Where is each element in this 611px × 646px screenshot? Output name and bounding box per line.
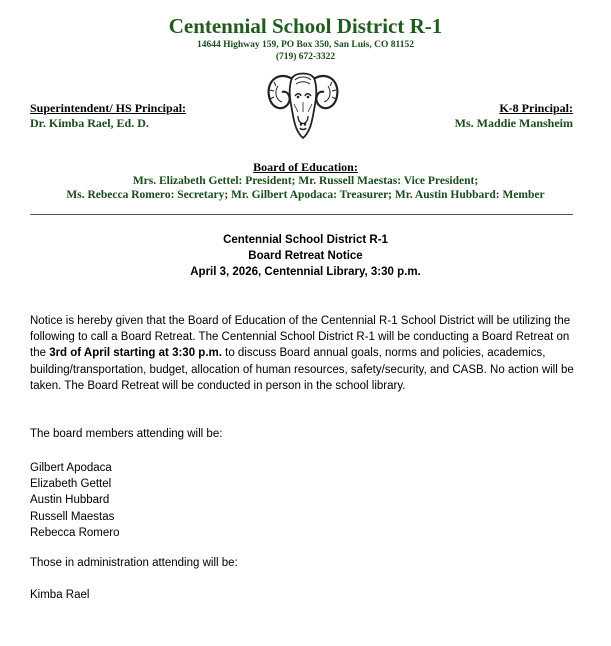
list-item: Elizabeth Gettel <box>30 478 112 491</box>
notice-paragraph <box>30 313 580 394</box>
board-members-line-2: Ms. Rebecca Romero: Secretary; Mr. Gilbert Apodaca: Treasurer; Mr. Austin Hubbard: Member <box>66 189 545 201</box>
board-members-line-1: Mrs. Elizabeth Gettel: President; Mr. Russell Maestas: Vice President; <box>132 175 479 187</box>
list-item: Gilbert Apodaca <box>30 462 112 474</box>
notice-body-date-time: 3rd of April starting at 3:30 p.m. <box>49 347 222 360</box>
members-attending-label: The board members attending will be: <box>30 428 223 440</box>
superintendent-title: Superintendent/ HS Principal: <box>30 101 187 115</box>
district-name: Centennial School District R-1 <box>168 14 443 38</box>
list-item: Rebecca Romero <box>30 526 120 539</box>
notice-heading-district: Centennial School District R-1 <box>223 234 388 246</box>
notice-body-part-1: Notice is hereby given that the Board of Education of the Centennial R-1 School District will be utilizing the following to call a Board Retreat. The Centennial School District R-1 will be conducting a Board Retreat on the <box>30 315 571 360</box>
list-item: Austin Hubbard <box>30 494 110 507</box>
list-item: Russell Maestas <box>30 510 115 523</box>
board-of-education-title: Board of Education: <box>253 160 358 174</box>
phone-number: (719) 672-3322 <box>275 52 336 62</box>
notice-heading-date: April 3, 2026, Centennial Library, 3:30 p.m. <box>190 266 421 278</box>
notice-body-part-2: to discuss Board annual goals, norms and policies, academics, building/transportation, budget, allocation of human resources, safety/security, and CASB. No action will be taken. The Board Retreat will be conducted in person in the school library. <box>30 347 574 392</box>
notice-heading-title: Board Retreat Notice <box>248 250 363 262</box>
address-line: 14644 Highway 159, PO Box 350, San Luis, CO 81152 <box>197 40 414 50</box>
admin-attending-label: Those in administration attending will be: <box>30 557 238 569</box>
superintendent-name: Dr. Kimba Rael, Ed. D. <box>30 116 149 130</box>
k8-principal-name: Ms. Maddie Mansheim <box>454 116 573 130</box>
k8-principal-title: K-8 Principal: <box>499 101 573 115</box>
header-divider <box>30 214 573 215</box>
admin-attendee: Kimba Rael <box>30 589 90 601</box>
members-list <box>30 460 119 541</box>
ram-mascot-icon <box>264 66 342 144</box>
